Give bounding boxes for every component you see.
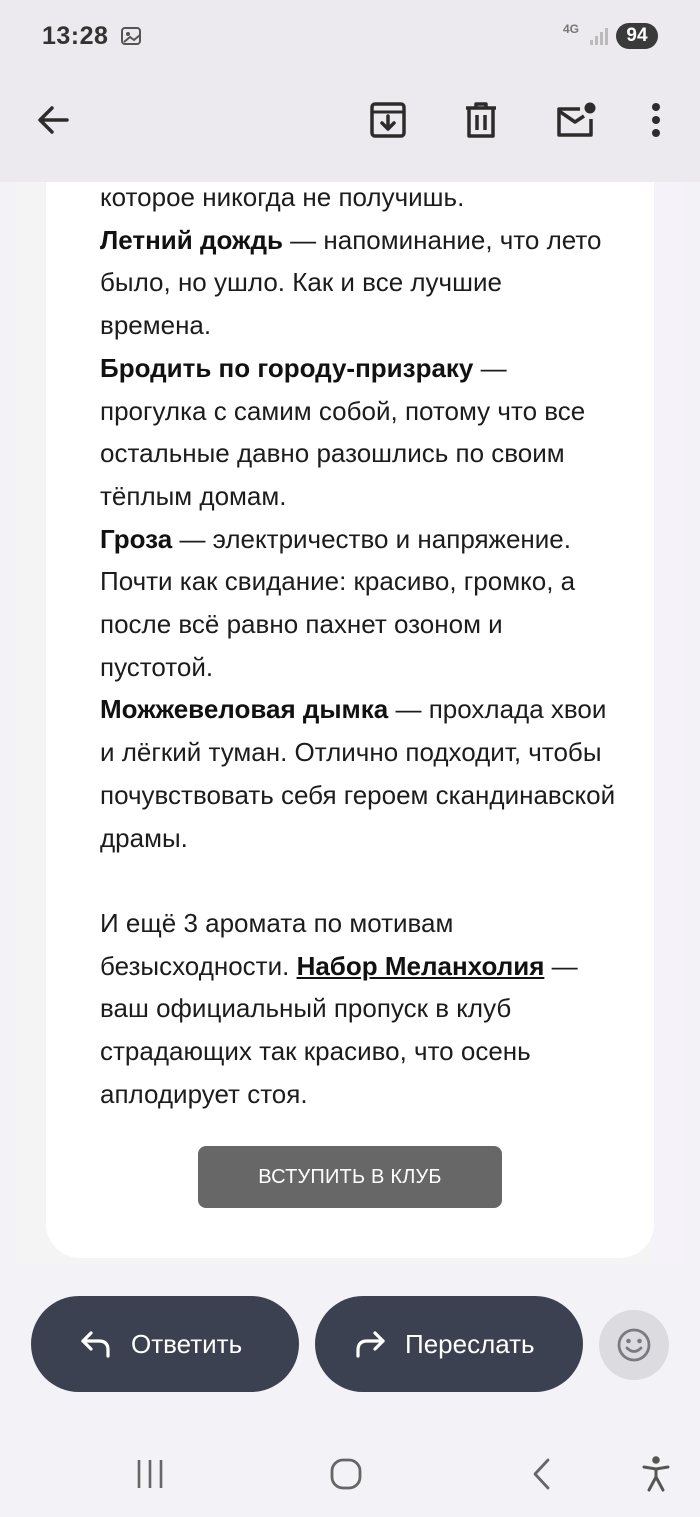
list-item — [100, 219, 620, 347]
partial-line: которое никогда не получишь. — [100, 182, 465, 212]
back-arrow-icon — [35, 102, 71, 138]
email-card — [46, 182, 654, 1258]
item-title: Летний дождь — [100, 224, 283, 255]
reply-label: Ответить — [131, 1328, 243, 1359]
network-type: 4G — [563, 22, 580, 36]
recents-icon — [133, 1457, 167, 1491]
delete-icon — [463, 101, 499, 139]
battery-level: 94 — [616, 23, 658, 49]
back-nav-button[interactable] — [518, 1450, 566, 1498]
closing-before: И ещё 3 аромата по мотивам безысходности. — [100, 907, 454, 981]
toolbar — [0, 72, 700, 182]
more-options-button[interactable] — [628, 92, 684, 148]
recent-apps-button[interactable] — [126, 1450, 174, 1498]
list-item — [100, 518, 620, 689]
mark-unread-button[interactable] — [547, 92, 603, 148]
forward-label: Переслать — [405, 1328, 535, 1359]
item-text: — прогулка с самим собой, потому что все остальные давно разошлись по своим тёплым домам. — [100, 352, 586, 511]
system-nav-bar — [0, 1430, 700, 1517]
email-body — [100, 182, 620, 1115]
item-title: Бродить по городу-призраку — [100, 352, 474, 383]
item-title: Гроза — [100, 523, 173, 554]
closing-paragraph — [100, 902, 620, 1116]
emoji-reaction-button[interactable] — [599, 1310, 669, 1380]
signal-icon — [588, 26, 610, 46]
item-text: — напоминание, что лето было, но ушло. Как и все лучшие времена. — [100, 224, 602, 341]
smiley-icon — [616, 1327, 652, 1363]
delete-button[interactable] — [453, 92, 509, 148]
more-vert-icon — [651, 102, 661, 138]
accessibility-icon — [641, 1455, 671, 1493]
back-chevron-icon — [528, 1456, 556, 1492]
spacer — [100, 859, 620, 902]
forward-button[interactable] — [315, 1296, 583, 1392]
screenshot-icon — [120, 26, 142, 46]
list-item — [100, 688, 620, 859]
home-icon — [328, 1456, 364, 1492]
archive-icon — [369, 101, 407, 139]
archive-button[interactable] — [360, 92, 416, 148]
item-title: Можжевеловая дымка — [100, 694, 389, 725]
closing-after: — ваш официальный пропуск в клуб страдающих так красиво, что осень аплодирует стоя. — [100, 950, 578, 1109]
scroll-strip — [654, 182, 684, 1264]
back-button[interactable] — [25, 92, 81, 148]
list-item — [100, 347, 620, 518]
item-text: — электричество и напряжение. Почти как свидание: красиво, громко, а после всё равно пахнет озоном и пустотой. — [100, 523, 576, 682]
email-viewport[interactable] — [16, 182, 654, 1264]
item-text: — прохлада хвои и лёгкий туман. Отлично подходит, чтобы почувствовать себя героем скандинавской драмы. — [100, 694, 616, 853]
status-time: 13:28 — [42, 22, 109, 50]
status-bar — [0, 0, 700, 72]
reply-icon — [79, 1327, 113, 1361]
join-club-button[interactable]: ВСТУПИТЬ В КЛУБ — [198, 1146, 502, 1208]
mark-unread-icon — [554, 101, 596, 139]
forward-icon — [353, 1327, 387, 1361]
reply-button[interactable] — [31, 1296, 299, 1392]
melancholy-set-link[interactable]: Набор Меланхолия — [296, 950, 545, 981]
home-button[interactable] — [322, 1450, 370, 1498]
accessibility-button[interactable] — [632, 1450, 680, 1498]
